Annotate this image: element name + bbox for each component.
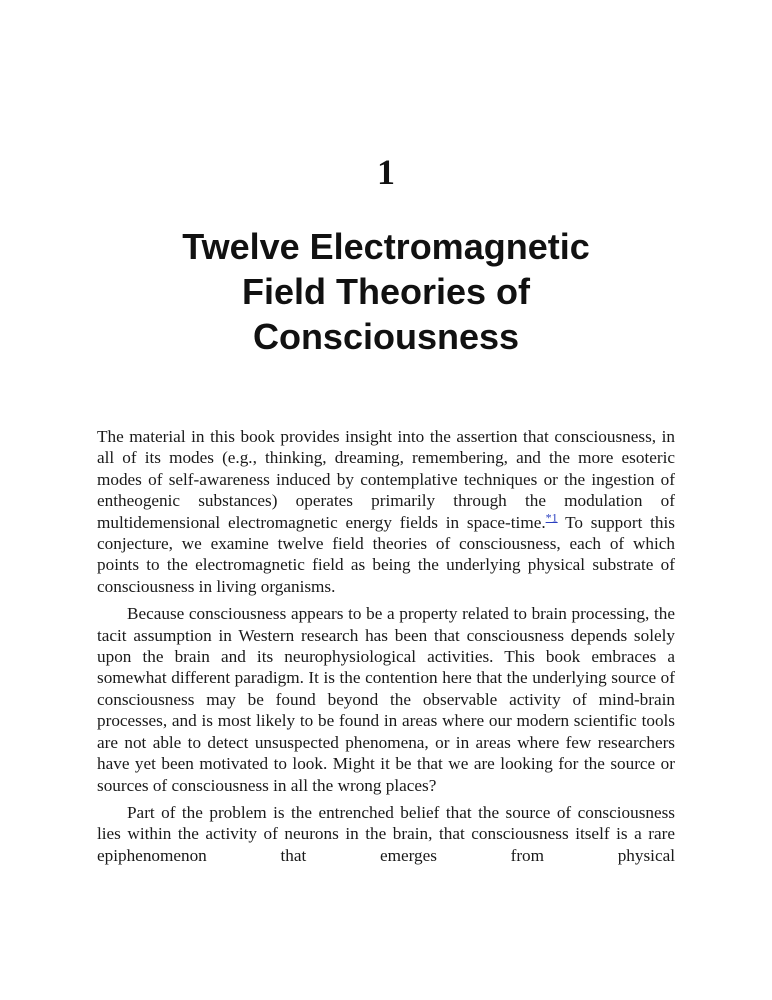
chapter-title-line-3: Consciousness — [252, 316, 520, 357]
paragraph-1-text-before: The material in this book provides insight into the assertion that consciousness, in all of its modes (e.g., thinking, dreaming, remembering, and the more esoteric modes of self-awareness induced by contemplative techniques or the ingestion of entheogenic substances) operates primarily through the modulation of multidemensional electromagnetic energy fields in space-time. — [97, 427, 675, 532]
paragraph-3: Part of the problem is the entrenched belief that the source of consciousness lies within the activity of neurons in the brain, that consciousness itself is a rare epiphenomenon that emerges from physical — [97, 802, 675, 865]
paragraph-1 — [97, 426, 675, 597]
paragraph-1-text-after: To support this conjecture, we examine twelve field theories of consciousness, each of which points to the electromagnetic field as being the underlying physical substrate of consciousness in living organisms. — [97, 512, 675, 596]
chapter-body — [97, 426, 675, 872]
footnote-link[interactable]: *1 — [545, 509, 558, 524]
chapter-title-line-2: Field Theories of — [241, 271, 531, 312]
chapter-number: 1 — [377, 152, 395, 192]
chapter-title-line-1: Twelve Electromagnetic — [182, 226, 590, 267]
chapter-title — [0, 224, 772, 359]
paragraph-2: Because consciousness appears to be a property related to brain processing, the tacit assumption in Western research has been that consciousness depends solely upon the brain and its neurophysiological activities. This book embraces a somewhat different paradigm. It is the contention here that the underlying source of consciousness may be found beyond the observable activity of mind-brain processes, and is most likely to be found in areas where our modern scientific tools are not able to detect unsuspected phenomena, or in areas where few researchers have yet been motivated to look. Might it be that we are looking for the source or sources of consciousness in all the wrong places? — [97, 604, 675, 795]
